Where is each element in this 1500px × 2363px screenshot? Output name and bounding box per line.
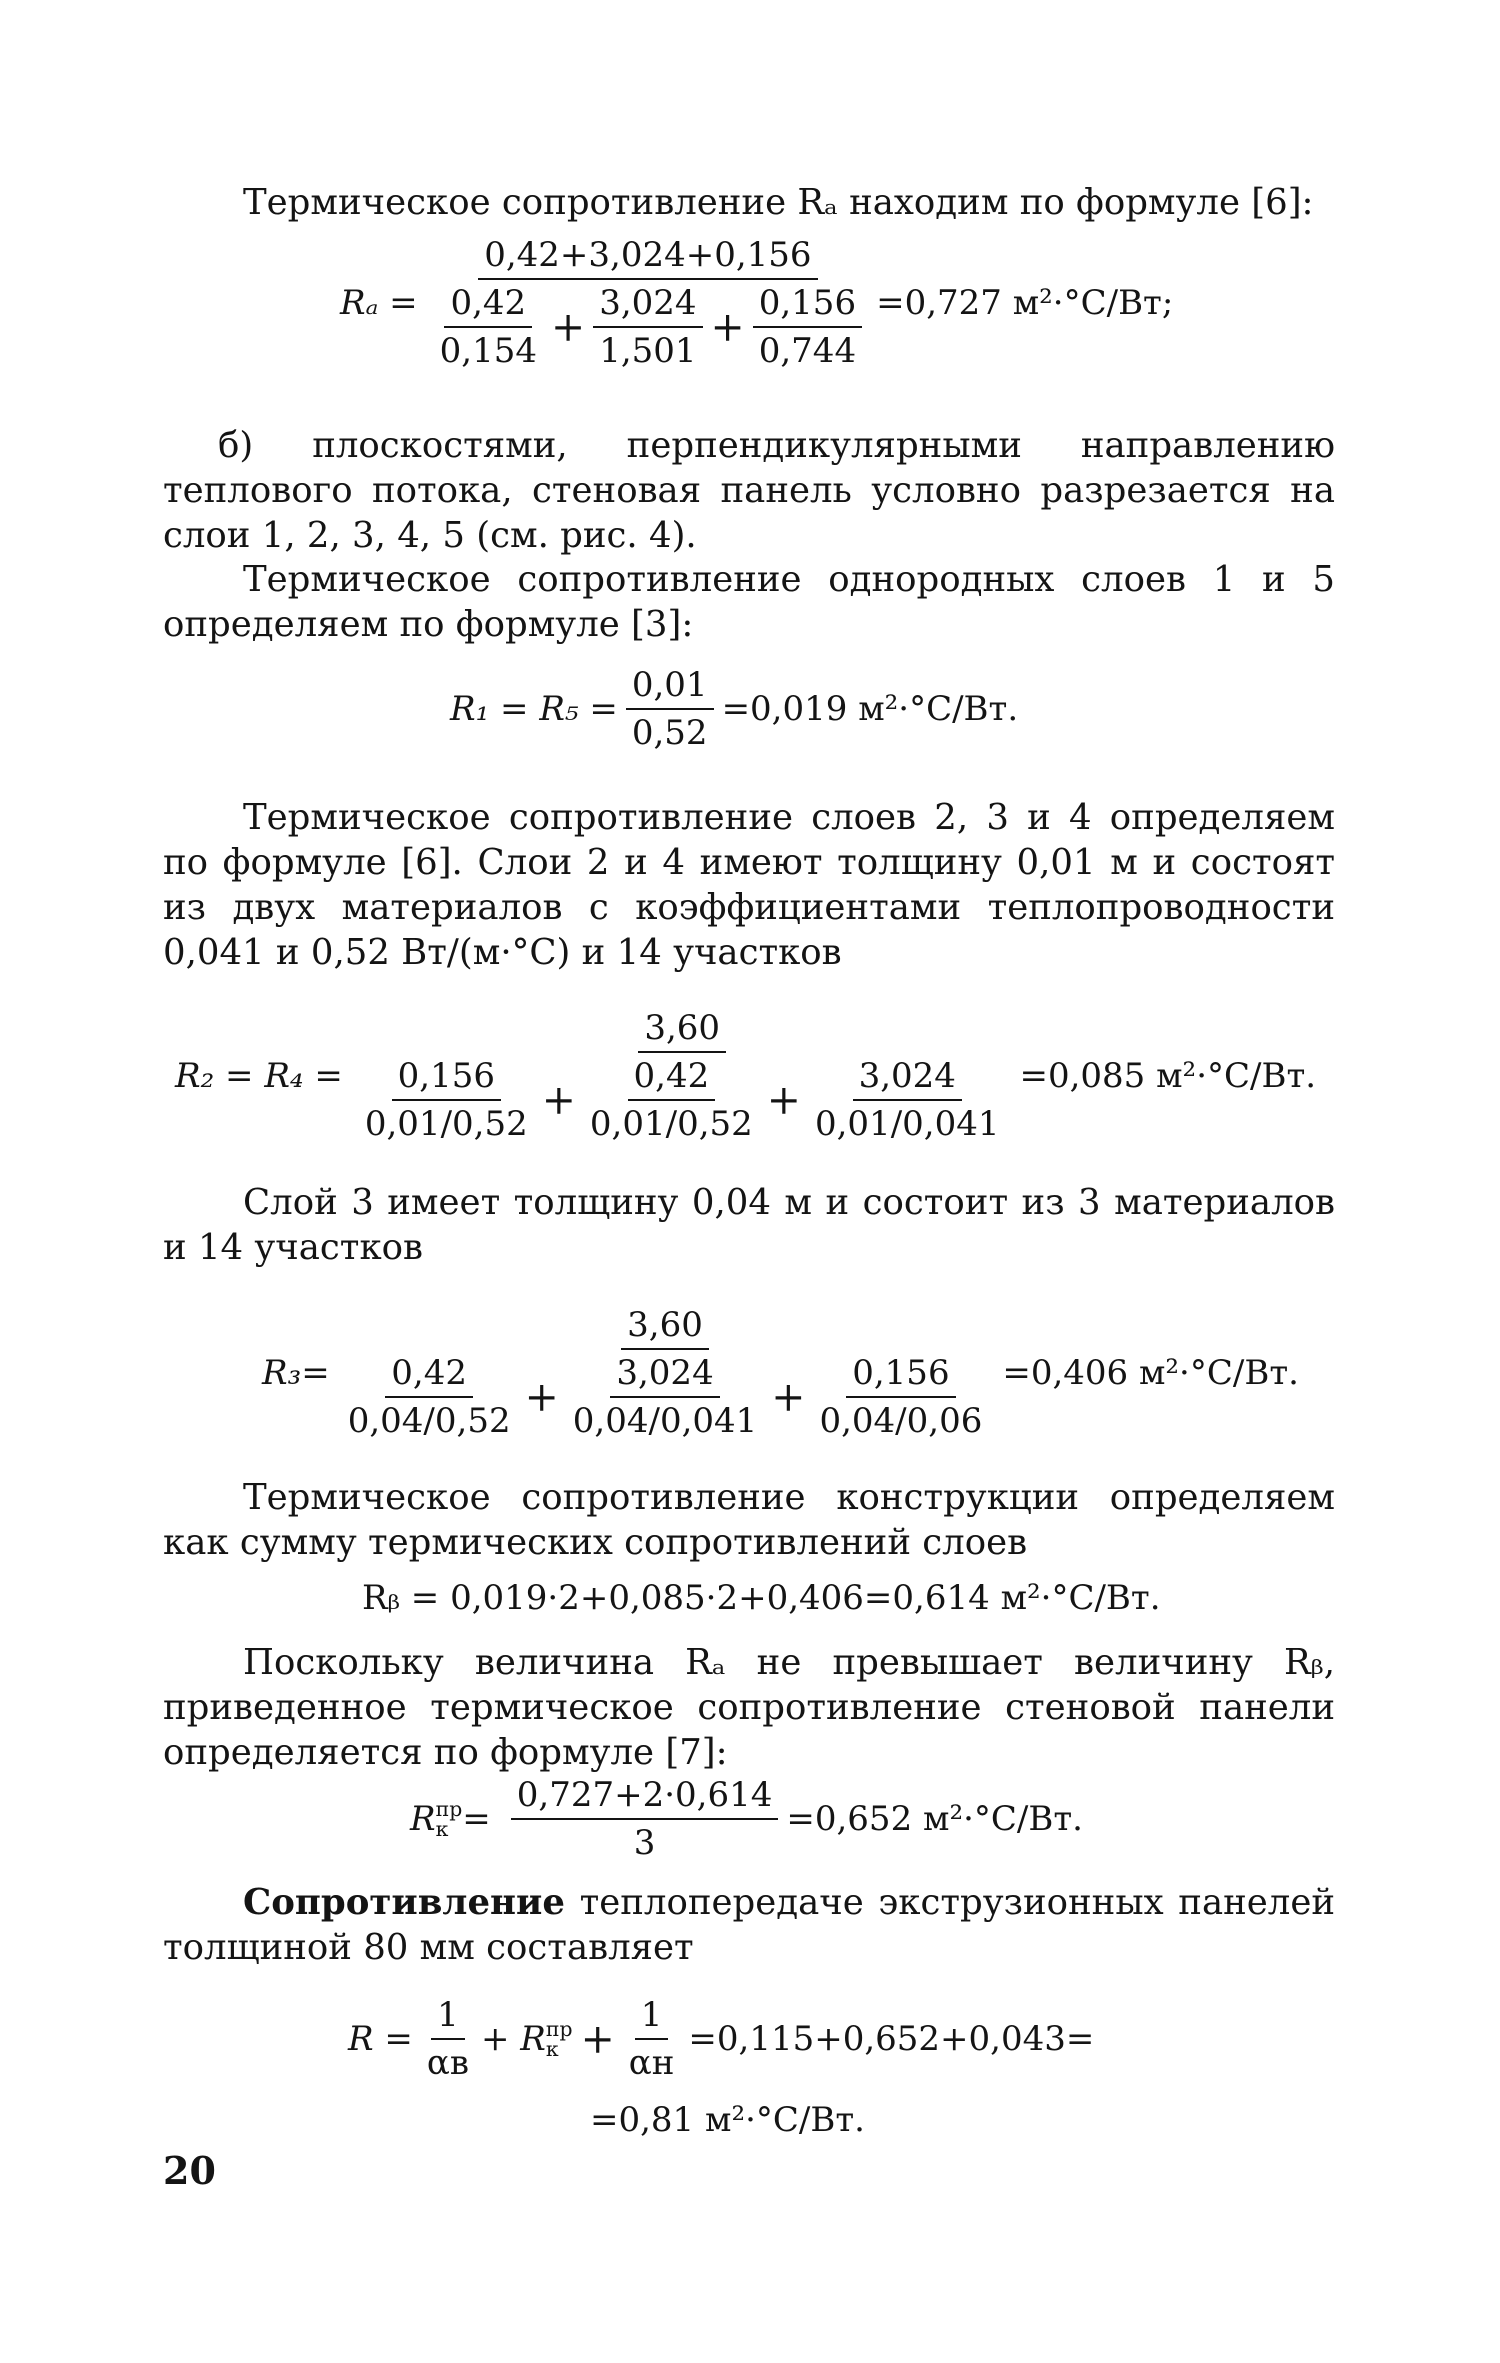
eq4-numerator: 3,60 [621,1305,709,1350]
eq2-rhs: =0,019 м²·°С/Вт. [721,689,1019,729]
plus-sign: + [771,1373,806,1421]
equation-rk-pr [410,1775,1083,1863]
eq6-denominator: 3 [633,1823,656,1863]
eq1-term2-den: 1,501 [599,331,697,371]
eq2-lhs: R₁ = R₅ = [450,689,618,729]
paragraph-8: Сопротивление теплопередаче экструзионных панелей толщиной 80 мм составляет [163,1882,1335,1968]
eq1-term3-den: 0,744 [758,331,857,371]
bold-word: Сопротивление [243,1882,565,1923]
eq7-rhs: =0,115+0,652+0,043= [688,2019,1095,2059]
eq4-term3-num: 0,156 [846,1353,955,1398]
eq7-frac2-den: αн [628,2043,675,2083]
eq7-mid-sup: пр [545,2016,573,2041]
paragraph-6: Термическое сопротивление конструкции определяем как сумму термических сопротивлений слоев [163,1477,1335,1563]
eq7-mid-base: + R [481,2019,546,2059]
plus-sign: + [766,1076,801,1124]
paragraph-7: Поскольку величина Rₐ не превышает величину Rᵦ, приведенное термическое сопротивление стеновой панели определяется по формуле [7]: [163,1642,1335,1773]
plus-sign: + [551,303,586,351]
eq1-fraction [428,235,868,371]
eq3-term2-den: 0,01/0,52 [589,1104,753,1144]
paragraph-1: Термическое сопротивление Rₐ находим по формуле [6]: [243,182,1314,223]
eq6-rhs: =0,652 м²·°С/Вт. [786,1799,1083,1839]
eq6-equals: = [462,1799,491,1839]
eq1-lhs: Rₐ = [340,283,418,323]
paragraph-5: Слой 3 имеет толщину 0,04 м и состоит из 3 материалов и 14 участков [163,1182,1335,1268]
eq1-term1-den: 0,154 [439,331,538,371]
plus-sign: + [524,1373,559,1421]
equation-r1-r5 [450,665,1018,753]
eq4-term3-den: 0,04/0,06 [819,1401,983,1441]
eq4-term1-den: 0,04/0,52 [347,1401,511,1441]
eq7-frac2-num: 1 [635,1995,669,2040]
eq3-term3-num: 3,024 [853,1056,962,1101]
paragraph-2: б) плоскостями, перпендикулярными направлению теплового потока, стеновая панель условно разрезается на слои 1, 2, 3, 4, 5 (см. рис. 4). [163,425,1335,556]
plus-sign: + [541,1076,576,1124]
eq1-numerator: 0,42+3,024+0,156 [478,235,817,280]
equation-rb: Rᵦ = 0,019·2+0,085·2+0,406=0,614 м²·°С/Вт. [362,1578,1161,1618]
equation-ra [340,235,1173,371]
eq7-plus: + [580,2015,615,2063]
equation-r3 [262,1305,1299,1441]
eq3-rhs: =0,085 м²·°С/Вт. [1019,1056,1317,1096]
eq7-lhs: R = [348,2019,413,2059]
eq4-rhs: =0,406 м²·°С/Вт. [1002,1353,1299,1393]
eq1-term1-num: 0,42 [444,283,532,328]
eq6-numerator: 0,727+2·0,614 [511,1775,779,1820]
equation-r2-r4 [175,1008,1316,1144]
eq3-term1-den: 0,01/0,52 [364,1104,528,1144]
eq4-term1-num: 0,42 [385,1353,473,1398]
eq2-numerator: 0,01 [626,665,714,710]
eq4-lhs: R₃= [262,1353,330,1393]
equation-r-total-line2: =0,81 м²·°С/Вт. [590,2100,865,2140]
eq6-lhs-sup: пр [435,1796,463,1821]
paragraph-4: Термическое сопротивление слоев 2, 3 и 4 определяем по формуле [6]. Слои 2 и 4 имеют толщину 0,01 м и состоят из двух материалов с коэффициентами теплопроводности 0,041 и 0,52 Вт/(м·°С) и 14 участков [163,797,1335,973]
eq7-frac1-den: αв [426,2043,470,2083]
eq3-term2-num: 0,42 [628,1056,716,1101]
eq1-term2-num: 3,024 [593,283,702,328]
eq7-frac1-num: 1 [431,1995,465,2040]
eq1-term3-num: 0,156 [753,283,862,328]
eq6-lhs-base: R [410,1799,436,1839]
equation-r-total [348,1995,1094,2083]
eq1-rhs: =0,727 м²·°С/Вт; [876,283,1174,323]
eq6-lhs-sub: к [435,1817,449,1841]
eq3-term3-den: 0,01/0,041 [814,1104,1000,1144]
paragraph-3: Термическое сопротивление однородных слоев 1 и 5 определяем по формуле [3]: [163,559,1335,645]
eq4-term2-den: 0,04/0,041 [572,1401,758,1441]
eq3-lhs: R₂ = R₄ = [175,1056,343,1096]
eq4-term2-num: 3,024 [610,1353,719,1398]
page-number: 20 [163,2148,216,2193]
plus-sign: + [710,303,745,351]
eq3-term1-num: 0,156 [392,1056,501,1101]
eq2-denominator: 0,52 [631,713,708,753]
eq3-numerator: 3,60 [638,1008,726,1053]
eq7-mid-sub: к [545,2037,559,2061]
